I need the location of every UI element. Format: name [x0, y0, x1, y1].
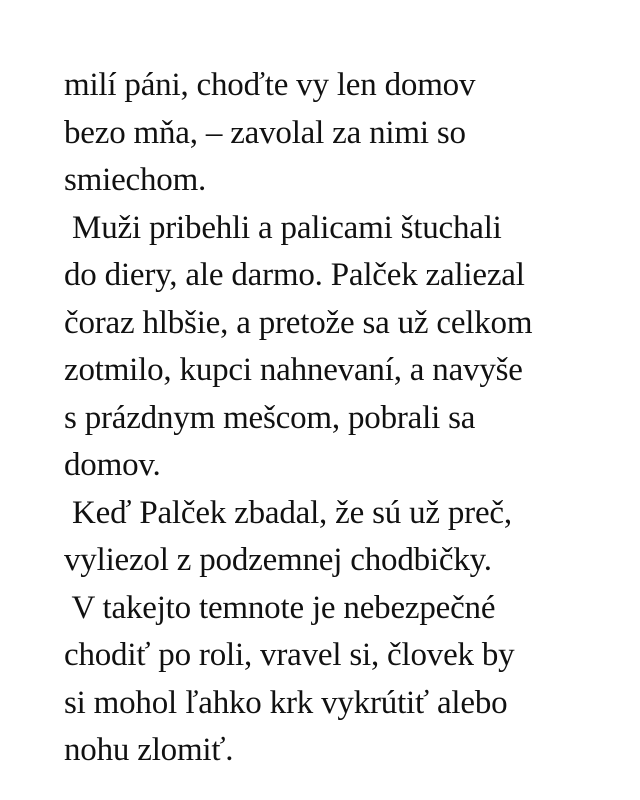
text-line: si mohol ľahko krk vykrútiť alebo — [64, 684, 508, 721]
text-line: domov. — [64, 447, 161, 483]
text-line: smiechom. — [64, 162, 207, 198]
text-line: do diery, ale darmo. Palček zaliezal — [64, 257, 525, 293]
text-line: chodiť po roli, vravel si, človek by — [64, 637, 515, 673]
text-line: Muži pribehli a palicami štuchali — [64, 209, 502, 246]
page-text — [64, 62, 624, 775]
text-line: Keď Palček zbadal, že sú už preč, — [64, 494, 512, 531]
text-line: bezo mňa, – zavolal za nimi so — [64, 114, 466, 151]
text-line: milí páni, choďte vy len domov — [64, 67, 476, 103]
text-line: V takejto temnote je nebezpečné — [64, 589, 496, 626]
text-line: zotmilo, kupci nahnevaní, a navyše — [64, 352, 523, 388]
text-line: čoraz hlbšie, a pretože sa už celkom — [64, 304, 533, 341]
text-line: nohu zlomiť. — [64, 732, 234, 768]
text-line: s prázdnym mešcom, pobrali sa — [64, 399, 476, 436]
text-line: vyliezol z podzemnej chodbičky. — [64, 542, 492, 578]
